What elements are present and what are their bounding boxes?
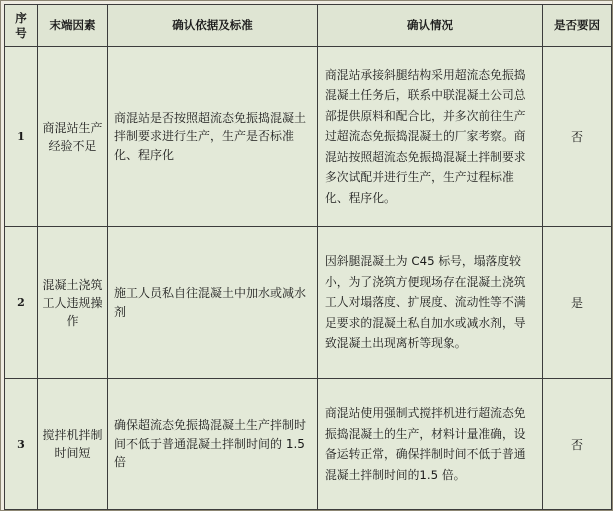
table-row (5, 227, 612, 379)
row-factor: 搅拌机拌制时间短 (38, 379, 108, 510)
row-situation: 商混站使用强制式搅拌机进行超流态免振捣混凝土的生产，材料计量准确，设备运转正常，确保拌制时间不低于普通混凝土拌制时间的1.5 倍。 (318, 379, 543, 510)
cause-confirmation-table (4, 4, 612, 510)
row-no: 3 (5, 379, 38, 510)
header-key: 是否要因 (543, 5, 612, 47)
header-factor: 末端因素 (38, 5, 108, 47)
table-row (5, 47, 612, 227)
header-no: 序号 (5, 5, 38, 47)
row-basis: 商混站是否按照超流态免振捣混凝土拌制要求进行生产，生产是否标准化、程序化 (108, 47, 318, 227)
row-key: 否 (543, 47, 612, 227)
header-row (5, 5, 612, 47)
header-basis: 确认依据及标准 (108, 5, 318, 47)
row-basis: 施工人员私自往混凝土中加水或减水剂 (108, 227, 318, 379)
row-situation: 商混站承接斜腿结构采用超流态免振捣混凝土任务后，联系中联混凝土公司总部提供原料和配合比，并多次前往生产过超流态免振捣混凝土的厂家考察。商混站按照超流态免振捣混凝土拌制要求多次试配并进行生产，生产过程标准化、程序化。 (318, 47, 543, 227)
row-no: 1 (5, 47, 38, 227)
table-row (5, 379, 612, 510)
row-basis: 确保超流态免振捣混凝土生产拌制时间不低于普通混凝土拌制时间的 1.5 倍 (108, 379, 318, 510)
header-situation: 确认情况 (318, 5, 543, 47)
row-factor: 商混站生产经验不足 (38, 47, 108, 227)
row-key: 否 (543, 379, 612, 510)
row-key: 是 (543, 227, 612, 379)
row-factor: 混凝土浇筑工人违规操作 (38, 227, 108, 379)
row-situation: 因斜腿混凝土为 C45 标号，塌落度较小，为了浇筑方便现场存在混凝土浇筑工人对塌落度、扩展度、流动性等不满足要求的混凝土私自加水或减水剂，导致混凝土出现离析等现象。 (318, 227, 543, 379)
row-no: 2 (5, 227, 38, 379)
